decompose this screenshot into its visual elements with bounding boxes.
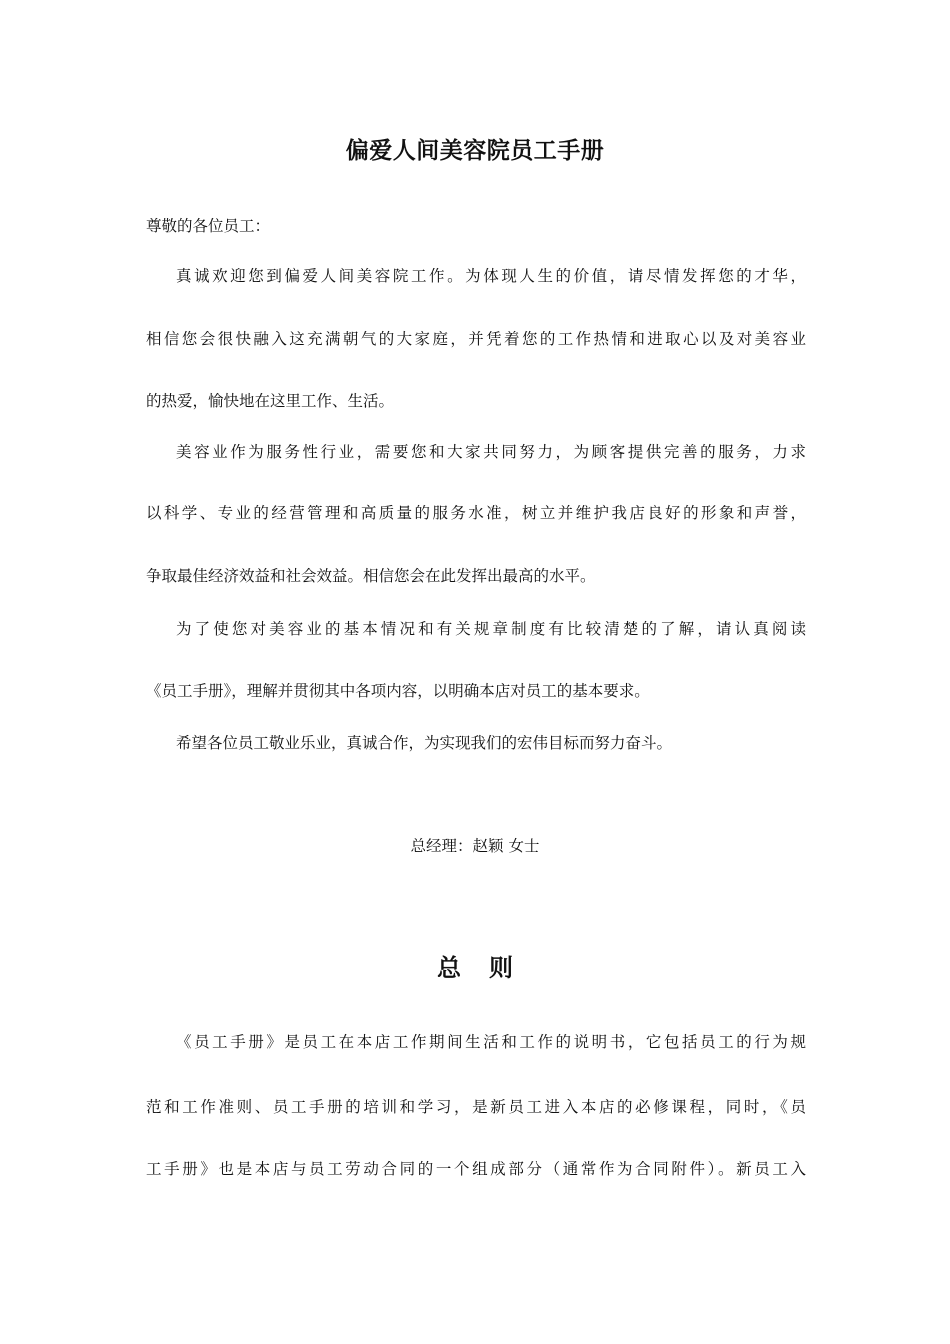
section-title-char: 总 bbox=[437, 953, 461, 982]
welcome-line: 相信您会很快融入这充满朝气的大家庭，并凭着您的工作热情和进取心以及对美容业 bbox=[146, 330, 806, 348]
section-line: 工手册》也是本店与员工劳动合同的一个组成部分（通常作为合同附件）。新员工入 bbox=[146, 1160, 806, 1178]
welcome-line: 以科学、专业的经营管理和高质量的服务水准，树立并维护我店良好的形象和声誉， bbox=[146, 504, 806, 522]
welcome-line: 的热爱，愉快地在这里工作、生活。 bbox=[146, 392, 395, 410]
greeting: 尊敬的各位员工： bbox=[146, 217, 271, 235]
welcome-line: 争取最佳经济效益和社会效益。相信您会在此发挥出最高的水平。 bbox=[146, 567, 596, 585]
document-title: 偏爱人间美容院员工手册 bbox=[345, 137, 605, 164]
section-line: 范和工作准则、员工手册的培训和学习，是新员工进入本店的必修课程，同时，《员 bbox=[146, 1098, 806, 1116]
welcome-line: 为了使您对美容业的基本情况和有关规章制度有比较清楚的了解，请认真阅读 bbox=[176, 620, 806, 638]
welcome-line: 希望各位员工敬业乐业，真诚合作，为实现我们的宏伟目标而努力奋斗。 bbox=[176, 734, 673, 752]
welcome-line: 美容业作为服务性行业，需要您和大家共同努力，为顾客提供完善的服务，力求 bbox=[176, 443, 806, 461]
signature: 总经理：赵颖 女士 bbox=[410, 837, 540, 855]
section-title bbox=[0, 948, 950, 983]
welcome-line: 真诚欢迎您到偏爱人间美容院工作。为体现人生的价值，请尽情发挥您的才华， bbox=[176, 267, 806, 285]
welcome-line: 《员工手册》，理解并贯彻其中各项内容，以明确本店对员工的基本要求。 bbox=[146, 682, 650, 700]
section-line: 《员工手册》是员工在本店工作期间生活和工作的说明书，它包括员工的行为规 bbox=[176, 1033, 806, 1051]
section-title-char: 则 bbox=[489, 953, 513, 982]
